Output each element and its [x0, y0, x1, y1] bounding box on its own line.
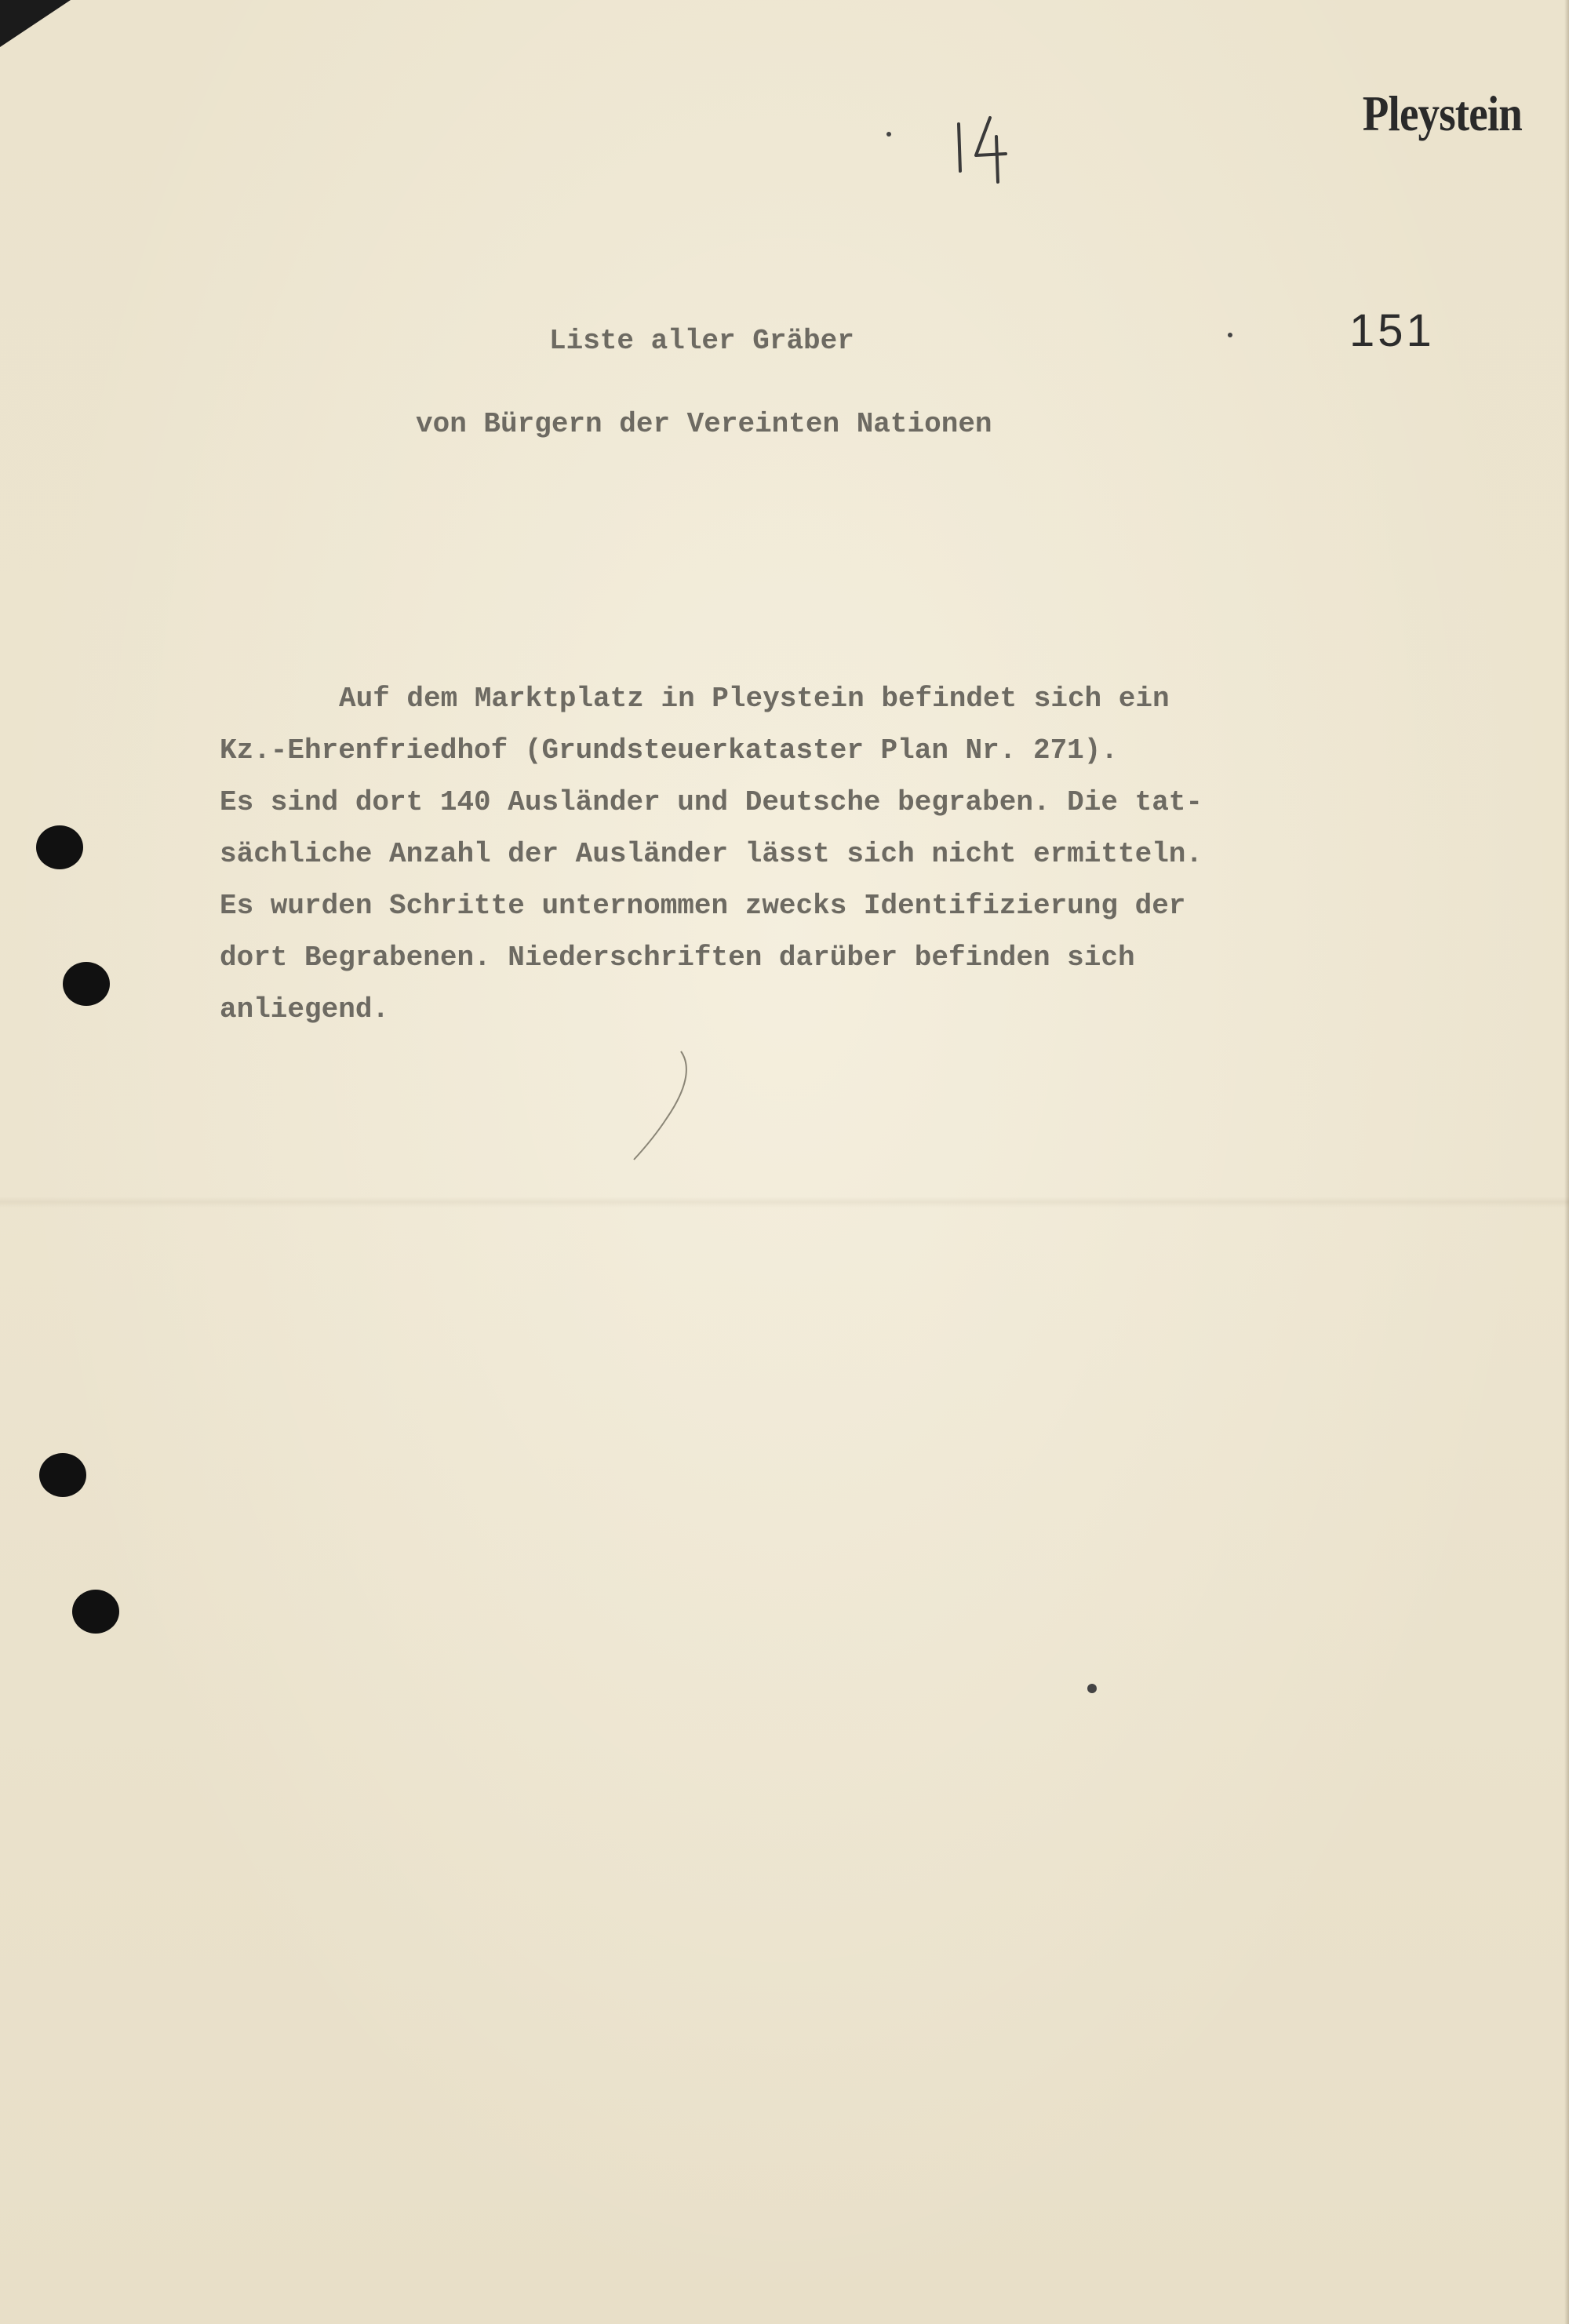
body-line-3: Es sind dort 140 Ausländer und Deutsche begraben. Die tat-: [220, 786, 1203, 818]
corner-mark: [0, 0, 71, 47]
ink-speck: [1087, 1684, 1097, 1693]
handwritten-number: [949, 110, 1020, 188]
document-title: Liste aller Gräber: [549, 325, 854, 357]
body-line-4: sächliche Anzahl der Ausländer lässt sich nicht ermitteln.: [220, 838, 1203, 870]
paper-fold: [0, 1197, 1569, 1208]
body-line-1: Auf dem Marktplatz in Pleystein befindet sich ein: [339, 683, 1170, 715]
punch-hole: [39, 1453, 86, 1497]
body-line-2: Kz.-Ehrenfriedhof (Grundsteuerkataster Plan Nr. 271).: [220, 734, 1118, 767]
punch-hole: [36, 825, 83, 869]
body-line-7: anliegend.: [220, 993, 390, 1025]
paper-edge: [1564, 0, 1569, 2324]
document-subtitle: von Bürgern der Vereinten Nationen: [416, 408, 992, 440]
punch-hole: [63, 962, 110, 1006]
place-stamp: Pleystein: [1362, 86, 1522, 141]
pencil-mark-graphic: [620, 1044, 714, 1169]
page-number: 151: [1349, 305, 1435, 356]
pencil-mark: [620, 1044, 714, 1169]
ink-speck: [1228, 333, 1232, 337]
handwritten-number-graphic: [949, 110, 1020, 188]
body-line-5: Es wurden Schritte unternommen zwecks Identifizierung der: [220, 890, 1186, 922]
ink-speck: [886, 132, 891, 137]
punch-hole: [72, 1590, 119, 1634]
body-line-6: dort Begrabenen. Niederschriften darüber befinden sich: [220, 942, 1135, 974]
